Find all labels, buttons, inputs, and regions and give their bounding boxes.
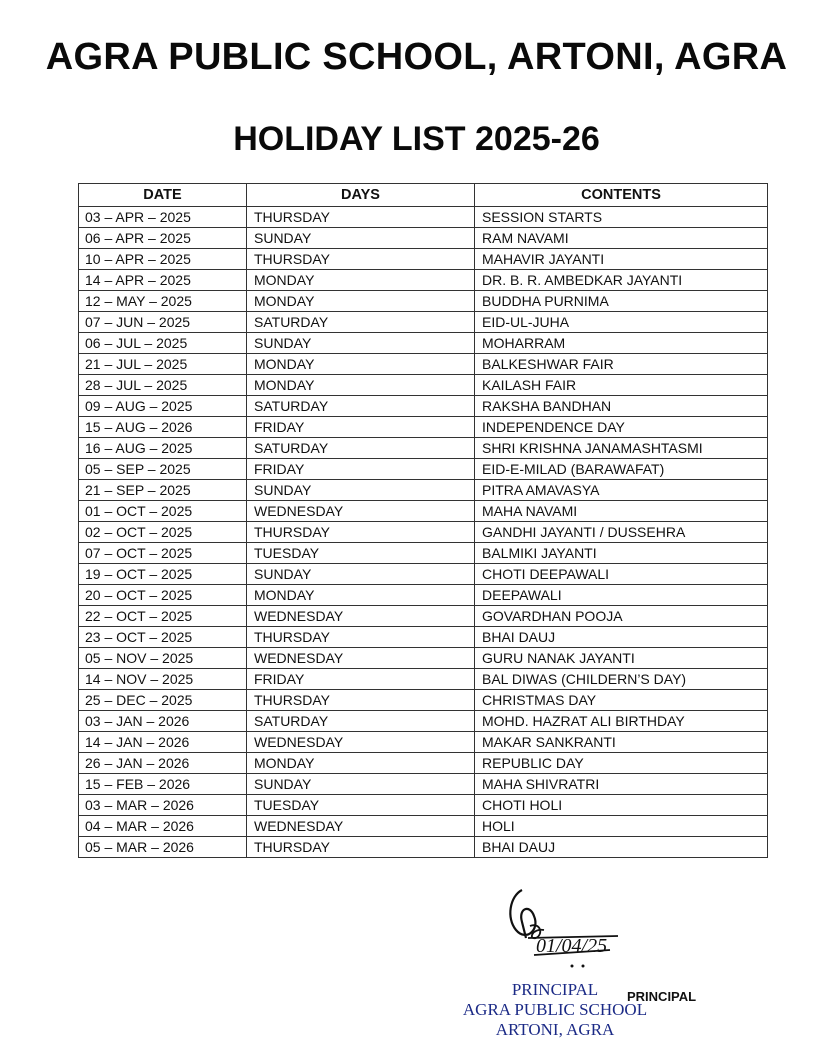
date-cell: 05 – MAR – 2026 — [79, 837, 247, 858]
table-row — [79, 207, 768, 228]
contents-cell: SHRI KRISHNA JANAMASHTASMI — [475, 438, 768, 459]
contents-cell: EID-E-MILAD (BARAWAFAT) — [475, 459, 768, 480]
column-header-contents: CONTENTS — [475, 184, 768, 207]
contents-cell: INDEPENDENCE DAY — [475, 417, 768, 438]
day-cell: SATURDAY — [247, 438, 475, 459]
stamp-line-principal: PRINCIPAL — [511, 980, 599, 999]
table-row — [79, 543, 768, 564]
date-cell: 03 – JAN – 2026 — [79, 711, 247, 732]
contents-cell: CHRISTMAS DAY — [475, 690, 768, 711]
table-row — [79, 816, 768, 837]
table-row — [79, 291, 768, 312]
column-header-date: DATE — [79, 184, 247, 207]
stamp-line-school: AGRA PUBLIC SCHOOL — [462, 1000, 648, 1019]
date-cell: 06 – APR – 2025 — [79, 228, 247, 249]
contents-cell: KAILASH FAIR — [475, 375, 768, 396]
table-row — [79, 228, 768, 249]
date-cell: 03 – APR – 2025 — [79, 207, 247, 228]
table-row — [79, 711, 768, 732]
day-cell: SUNDAY — [247, 564, 475, 585]
table-row — [79, 774, 768, 795]
date-cell: 14 – NOV – 2025 — [79, 669, 247, 690]
day-cell: WEDNESDAY — [247, 501, 475, 522]
contents-cell: SESSION STARTS — [475, 207, 768, 228]
day-cell: THURSDAY — [247, 627, 475, 648]
contents-cell: MOHARRAM — [475, 333, 768, 354]
day-cell: MONDAY — [247, 291, 475, 312]
contents-cell: BHAI DAUJ — [475, 627, 768, 648]
school-title: AGRA PUBLIC SCHOOL, ARTONI, AGRA — [45, 36, 788, 78]
date-cell: 12 – MAY – 2025 — [79, 291, 247, 312]
table-row — [79, 732, 768, 753]
day-cell: SUNDAY — [247, 333, 475, 354]
date-cell: 02 – OCT – 2025 — [79, 522, 247, 543]
date-cell: 14 – APR – 2025 — [79, 270, 247, 291]
contents-cell: EID-UL-JUHA — [475, 312, 768, 333]
contents-cell: BHAI DAUJ — [475, 837, 768, 858]
contents-cell: MAHAVIR JAYANTI — [475, 249, 768, 270]
table-row — [79, 669, 768, 690]
day-cell: FRIDAY — [247, 669, 475, 690]
day-cell: MONDAY — [247, 375, 475, 396]
table-row — [79, 312, 768, 333]
contents-cell: BALKESHWAR FAIR — [475, 354, 768, 375]
date-cell: 21 – SEP – 2025 — [79, 480, 247, 501]
day-cell: MONDAY — [247, 270, 475, 291]
table-row — [79, 606, 768, 627]
table-row — [79, 648, 768, 669]
date-cell: 09 – AUG – 2025 — [79, 396, 247, 417]
date-cell: 01 – OCT – 2025 — [79, 501, 247, 522]
contents-cell: BUDDHA PURNIMA — [475, 291, 768, 312]
table-row — [79, 795, 768, 816]
date-cell: 07 – OCT – 2025 — [79, 543, 247, 564]
principal-signature — [500, 878, 630, 978]
signature-date: 01/04/25 — [536, 935, 608, 957]
day-cell: TUESDAY — [247, 543, 475, 564]
date-cell: 22 – OCT – 2025 — [79, 606, 247, 627]
day-cell: THURSDAY — [247, 207, 475, 228]
day-cell: SATURDAY — [247, 312, 475, 333]
table-row — [79, 627, 768, 648]
table-row — [79, 459, 768, 480]
date-cell: 07 – JUN – 2025 — [79, 312, 247, 333]
day-cell: MONDAY — [247, 753, 475, 774]
holiday-list-title: HOLIDAY LIST 2025-26 — [233, 120, 600, 158]
table-row — [79, 354, 768, 375]
date-cell: 21 – JUL – 2025 — [79, 354, 247, 375]
day-cell: SATURDAY — [247, 396, 475, 417]
day-cell: WEDNESDAY — [247, 648, 475, 669]
holiday-table — [78, 183, 768, 858]
table-row — [79, 690, 768, 711]
day-cell: THURSDAY — [247, 690, 475, 711]
table-body — [79, 207, 768, 858]
table-row — [79, 270, 768, 291]
contents-cell: GANDHI JAYANTI / DUSSEHRA — [475, 522, 768, 543]
day-cell: MONDAY — [247, 585, 475, 606]
table-row — [79, 333, 768, 354]
table-row — [79, 837, 768, 858]
contents-cell: MAHA SHIVRATRI — [475, 774, 768, 795]
contents-cell: RAKSHA BANDHAN — [475, 396, 768, 417]
date-cell: 28 – JUL – 2025 — [79, 375, 247, 396]
table-row — [79, 438, 768, 459]
day-cell: TUESDAY — [247, 795, 475, 816]
contents-cell: PITRA AMAVASYA — [475, 480, 768, 501]
contents-cell: HOLI — [475, 816, 768, 837]
table-row — [79, 522, 768, 543]
day-cell: FRIDAY — [247, 417, 475, 438]
date-cell: 20 – OCT – 2025 — [79, 585, 247, 606]
day-cell: WEDNESDAY — [247, 732, 475, 753]
day-cell: SATURDAY — [247, 711, 475, 732]
day-cell: SUNDAY — [247, 228, 475, 249]
contents-cell: MOHD. HAZRAT ALI BIRTHDAY — [475, 711, 768, 732]
day-cell: SUNDAY — [247, 774, 475, 795]
date-cell: 19 – OCT – 2025 — [79, 564, 247, 585]
table-row — [79, 249, 768, 270]
table-row — [79, 564, 768, 585]
principal-label: PRINCIPAL — [627, 989, 697, 1004]
day-cell: FRIDAY — [247, 459, 475, 480]
day-cell: THURSDAY — [247, 522, 475, 543]
date-cell: 16 – AUG – 2025 — [79, 438, 247, 459]
day-cell: MONDAY — [247, 354, 475, 375]
column-header-days: DAYS — [247, 184, 475, 207]
day-cell: WEDNESDAY — [247, 606, 475, 627]
day-cell: THURSDAY — [247, 837, 475, 858]
stamp-line-place: ARTONI, AGRA — [495, 1020, 615, 1039]
date-cell: 10 – APR – 2025 — [79, 249, 247, 270]
contents-cell: CHOTI DEEPAWALI — [475, 564, 768, 585]
day-cell: SUNDAY — [247, 480, 475, 501]
table-row — [79, 480, 768, 501]
table-header — [79, 184, 768, 207]
day-cell: WEDNESDAY — [247, 816, 475, 837]
date-cell: 15 – FEB – 2026 — [79, 774, 247, 795]
contents-cell: DEEPAWALI — [475, 585, 768, 606]
contents-cell: CHOTI HOLI — [475, 795, 768, 816]
date-cell: 26 – JAN – 2026 — [79, 753, 247, 774]
date-cell: 15 – AUG – 2026 — [79, 417, 247, 438]
table-row — [79, 396, 768, 417]
date-cell: 05 – NOV – 2025 — [79, 648, 247, 669]
day-cell: THURSDAY — [247, 249, 475, 270]
date-cell: 14 – JAN – 2026 — [79, 732, 247, 753]
date-cell: 04 – MAR – 2026 — [79, 816, 247, 837]
table-row — [79, 753, 768, 774]
contents-cell: RAM NAVAMI — [475, 228, 768, 249]
contents-cell: BAL DIWAS (CHILDERN’S DAY) — [475, 669, 768, 690]
table-row — [79, 417, 768, 438]
date-cell: 05 – SEP – 2025 — [79, 459, 247, 480]
table-row — [79, 585, 768, 606]
table-header-row — [79, 184, 768, 207]
contents-cell: REPUBLIC DAY — [475, 753, 768, 774]
contents-cell: GURU NANAK JAYANTI — [475, 648, 768, 669]
contents-cell: DR. B. R. AMBEDKAR JAYANTI — [475, 270, 768, 291]
table-row — [79, 501, 768, 522]
contents-cell: MAHA NAVAMI — [475, 501, 768, 522]
table-row — [79, 375, 768, 396]
contents-cell: MAKAR SANKRANTI — [475, 732, 768, 753]
holiday-table-container — [78, 183, 767, 858]
date-cell: 06 – JUL – 2025 — [79, 333, 247, 354]
contents-cell: GOVARDHAN POOJA — [475, 606, 768, 627]
contents-cell: BALMIKI JAYANTI — [475, 543, 768, 564]
date-cell: 03 – MAR – 2026 — [79, 795, 247, 816]
date-cell: 25 – DEC – 2025 — [79, 690, 247, 711]
date-cell: 23 – OCT – 2025 — [79, 627, 247, 648]
